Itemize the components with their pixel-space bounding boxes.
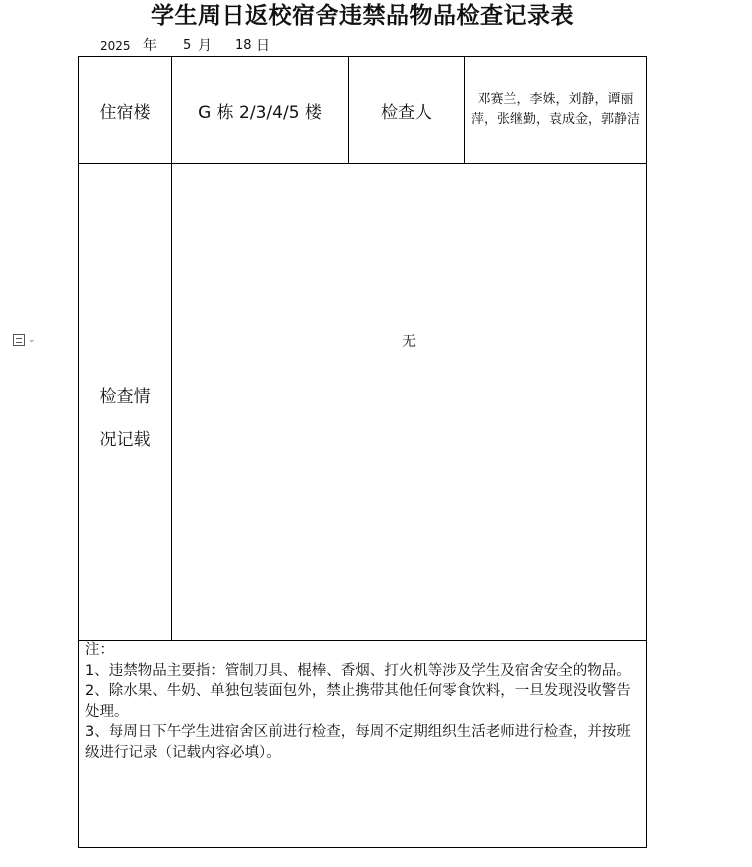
inspection-table — [78, 56, 647, 848]
date-month-unit: 月 — [198, 38, 212, 54]
chevron-down-icon[interactable]: ⌄ — [28, 335, 36, 345]
note-item-2: 2、除水果、牛奶、单独包装面包外，禁止携带其他任何零食饮料，一旦发现没收警告处理。 — [85, 683, 631, 720]
building-value[interactable]: G 栋 2/3/4/5 楼 — [198, 102, 322, 123]
record-label-line1: 检查情 — [99, 387, 151, 407]
date-line — [0, 37, 752, 55]
document-title: 学生周日返校宿舍违禁品物品检查记录表 — [151, 3, 574, 29]
inspector-label[interactable]: 检查人 — [381, 102, 432, 123]
note-item-3: 3、每周日下午学生进宿舍区前进行检查，每周不定期组织生活老师进行检查，并按班级进行记录（记载内容必填）。 — [85, 724, 631, 761]
date-year-unit: 年 — [143, 38, 157, 54]
date-day: 18 — [235, 38, 252, 53]
record-value-text: 无 — [402, 334, 416, 350]
record-label-line2: 况记载 — [99, 430, 151, 450]
inspectors-value[interactable]: 邓赛兰，李姝，刘静，谭丽萍，张继勤，袁成金，郭静洁 — [470, 92, 640, 127]
table-handle[interactable] — [13, 331, 49, 349]
date-month: 5 — [183, 38, 192, 53]
date-year: 2025 — [100, 39, 131, 53]
notes-section[interactable] — [85, 640, 645, 763]
record-label-cell[interactable] — [79, 164, 171, 640]
table-move-handle-icon[interactable] — [13, 334, 25, 346]
date-day-unit: 日 — [256, 38, 270, 54]
record-value-cell[interactable] — [172, 164, 646, 640]
notes-heading: 注： — [85, 642, 114, 658]
building-label[interactable]: 住宿楼 — [99, 102, 151, 123]
note-item-1: 1、违禁物品主要指：管制刀具、棍棒、香烟、打火机等涉及学生及宿舍安全的物品。 — [85, 662, 631, 679]
